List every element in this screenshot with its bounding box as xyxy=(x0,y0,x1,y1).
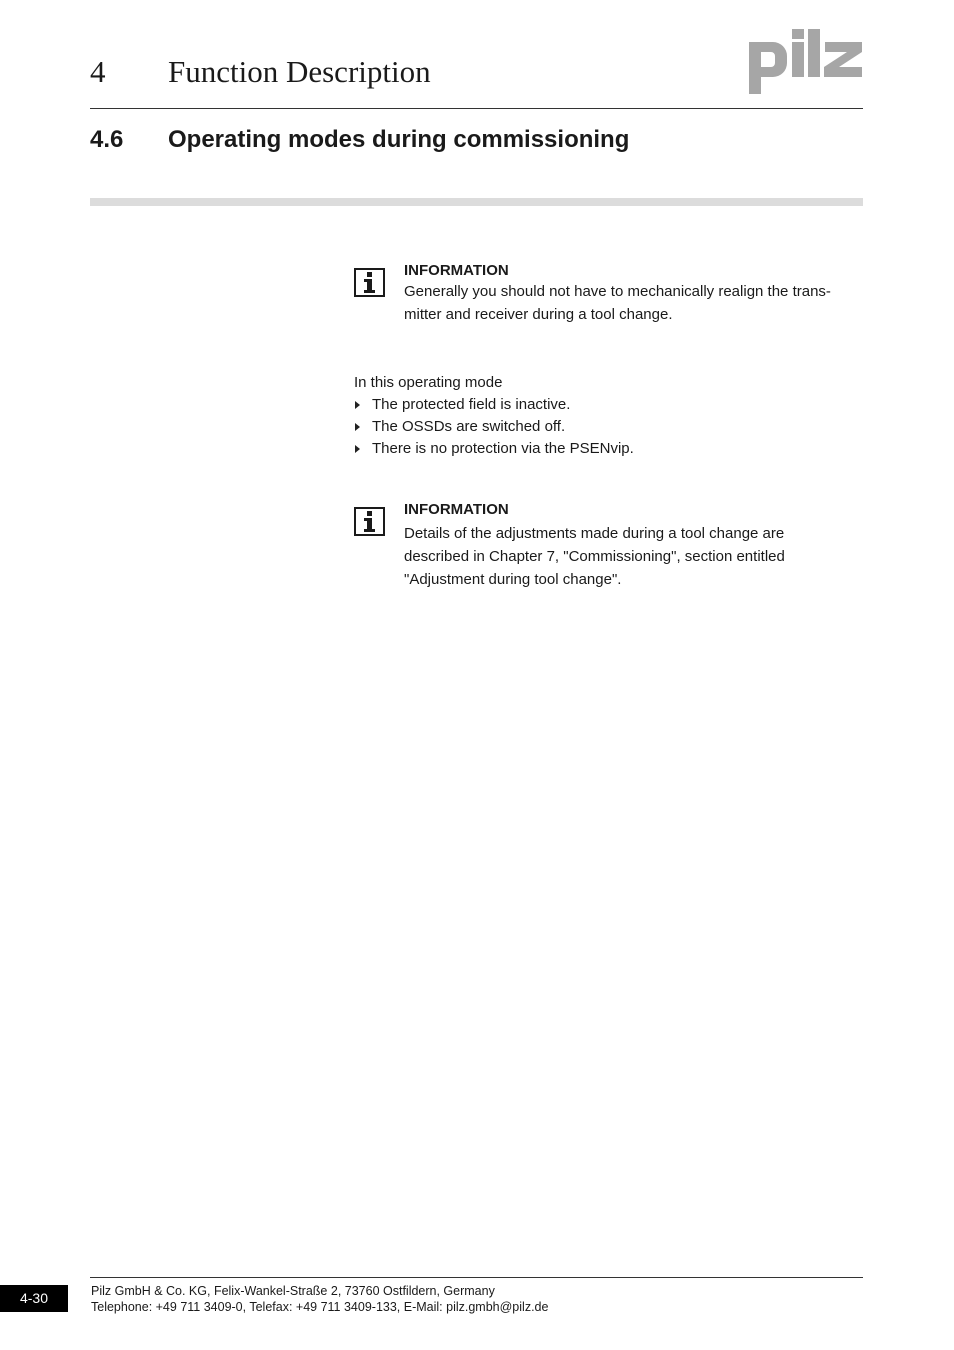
page-number: 4-30 xyxy=(0,1285,68,1312)
list-item xyxy=(354,438,634,460)
bullet-list xyxy=(354,394,634,460)
pilz-logo xyxy=(746,28,864,94)
information-text xyxy=(404,522,864,591)
bullet-arrow-icon xyxy=(355,401,360,409)
header-rule xyxy=(90,108,863,109)
footer-contact: Telephone: +49 711 3409-0, Telefax: +49 711 3409-133, E-Mail: pilz.gmbh@pilz.de xyxy=(91,1300,549,1314)
list-item-text: The protected field is inactive. xyxy=(372,396,571,413)
information-text-line: mitter and receiver during a tool change. xyxy=(404,306,673,323)
information-text-line: described in Chapter 7, "Commissioning", section entitled xyxy=(404,548,785,565)
bullet-arrow-icon xyxy=(355,445,360,453)
information-text xyxy=(404,280,864,326)
list-item-text: The OSSDs are switched off. xyxy=(372,418,566,435)
chapter-title: Function Description xyxy=(168,54,431,89)
intro-text: In this operating mode xyxy=(354,374,503,391)
list-item xyxy=(354,416,634,438)
list-item xyxy=(354,394,634,416)
info-icon xyxy=(354,268,385,297)
section-title: Operating modes during commissioning xyxy=(168,126,630,153)
information-heading: INFORMATION xyxy=(404,262,509,279)
list-item-text: There is no protection via the PSENvip. xyxy=(372,440,634,457)
information-heading: INFORMATION xyxy=(404,501,509,518)
information-text-line: "Adjustment during tool change". xyxy=(404,571,622,588)
section-number: 4.6 xyxy=(90,126,124,153)
footer-address: Pilz GmbH & Co. KG, Felix-Wankel-Straße 2, 73760 Ostfildern, Germany xyxy=(91,1284,495,1298)
chapter-number: 4 xyxy=(90,54,106,89)
bullet-arrow-icon xyxy=(355,423,360,431)
information-note xyxy=(354,501,864,593)
information-note xyxy=(354,262,864,332)
section-divider-bar xyxy=(90,198,863,206)
information-text-line: Details of the adjustments made during a tool change are xyxy=(404,525,785,542)
information-text-line: Generally you should not have to mechanically realign the trans- xyxy=(404,283,831,300)
footer-text xyxy=(91,1283,548,1315)
info-icon xyxy=(354,507,385,536)
footer-rule xyxy=(90,1277,863,1278)
